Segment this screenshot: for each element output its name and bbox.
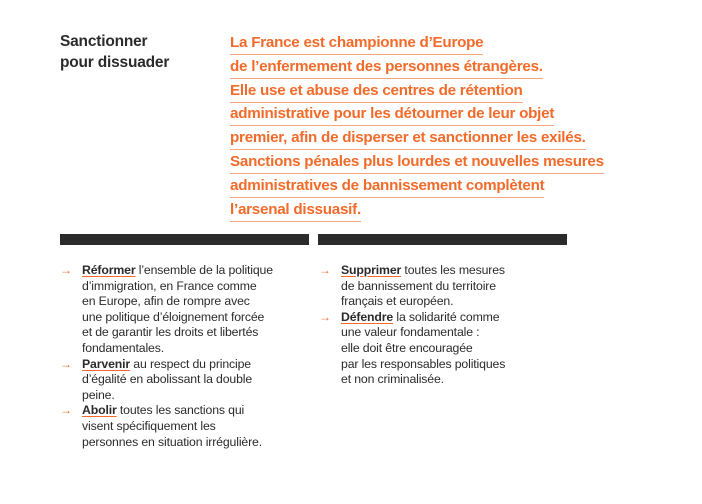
recommendation-line [82,263,310,279]
recommendation-line: français et européen. [341,294,454,309]
recommendation-text: la solidarité comme [393,309,500,324]
recommendation-text: toutes les mesures [401,263,505,277]
section-title-line-2: pour dissuader [60,54,170,71]
recommendation-text: toutes les sanctions qui [116,403,245,418]
left-recommendations-list [60,263,310,450]
recommendation-line: en Europe, afin de rompre avec [82,294,250,309]
recommendation-line [341,263,569,279]
recommendation-item-reformer [60,263,310,357]
recommendation-item-abolir [60,403,310,450]
recommendation-line: d’égalité en abolissant la double [82,372,253,387]
recommendation-verb: Supprimer [341,263,402,277]
recommendation-text: au respect du principe [130,356,251,371]
right-column-divider-bar [318,234,567,245]
arrow-right-icon: → [319,263,331,277]
recommendation-line: et non criminalisée. [341,372,444,387]
recommendation-line [341,310,569,326]
recommendation-line: personnes en situation irrégulière. [82,434,262,449]
recommendation-line [82,403,310,419]
recommendation-item-supprimer [319,263,569,310]
section-title-line-1: Sanctionner [60,33,148,50]
recommendation-verb: Réformer [82,263,136,277]
recommendation-line: peine. [82,387,115,402]
recommendation-line: et de garantir les droits et libertés [82,325,259,340]
recommendation-line: visent spécifiquement les [82,418,216,433]
recommendation-line: par les responsables politiques [341,356,506,371]
recommendation-line [82,357,310,373]
recommendation-line: fondamentales. [82,340,164,355]
intro-line: La France est championne d’Europe [230,33,483,55]
arrow-right-icon: → [319,309,331,324]
recommendation-line: une valeur fondamentale : [341,325,480,340]
intro-line: Elle use et abuse des centres de rétention [230,81,523,103]
intro-line: Sanctions pénales plus lourdes et nouvelles mesures [230,152,604,174]
recommendation-line: d’immigration, en France comme [82,278,257,293]
recommendation-line: elle doit être encouragée [341,340,473,355]
recommendation-verb: Abolir [82,403,117,418]
intro-line: administrative pour les détourner de leur objet [230,104,554,126]
intro-line: de l’enfermement des personnes étrangères. [230,57,543,79]
recommendation-verb: Défendre [341,309,394,324]
section-title [60,31,210,73]
intro-paragraph [230,32,670,222]
arrow-right-icon: → [60,263,72,277]
intro-line: premier, afin de disperser et sanctionner les exilés. [230,128,586,150]
recommendation-text: l’ensemble de la politique [135,263,273,277]
recommendation-item-parvenir [60,357,310,404]
arrow-right-icon: → [60,356,72,371]
recommendation-verb: Parvenir [82,356,131,371]
intro-line: administratives de bannissement complètent [230,176,544,198]
intro-line: l’arsenal dissuasif. [230,200,361,222]
recommendation-line: de bannissement du territoire [341,278,496,293]
recommendation-item-defendre [319,310,569,388]
recommendation-line: une politique d’éloignement forcée [82,309,265,324]
left-column-divider-bar [60,234,309,245]
right-recommendations-list [319,263,569,388]
arrow-right-icon: → [60,403,72,418]
